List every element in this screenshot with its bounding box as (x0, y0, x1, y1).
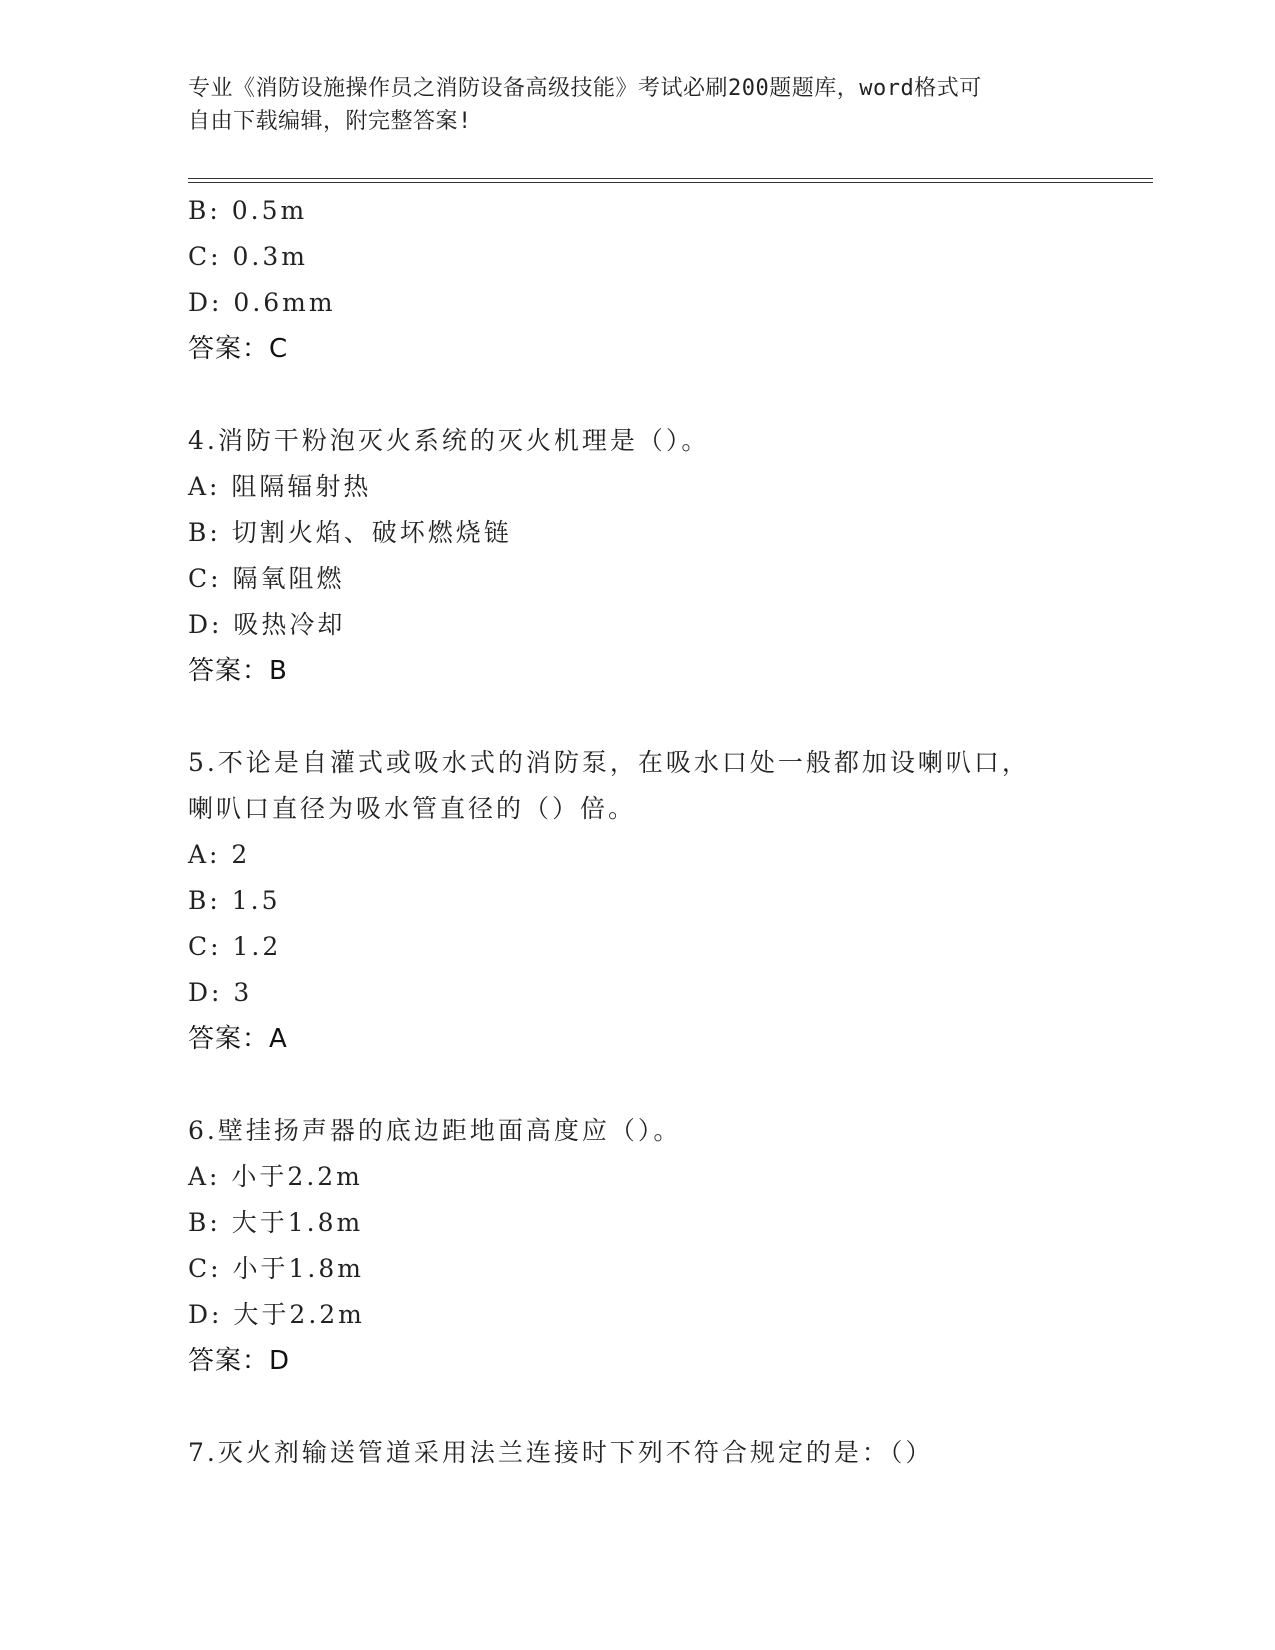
question-list (188, 188, 1108, 1476)
spacer (188, 694, 1108, 740)
question-6-text: 6.壁挂扬声器的底边距地面高度应（）。 (188, 1116, 682, 1145)
header-divider (188, 178, 1153, 183)
question-5-text-line-1: 5.不论是自灌式或吸水式的消防泵，在吸水口处一般都加设喇叭口， (188, 748, 1030, 777)
question-5-answer: 答案：A (188, 1024, 288, 1054)
question-5-option-c: C: 1.2 (188, 932, 282, 961)
question-5 (188, 740, 1108, 1062)
question-4-option-a: A: 阻隔辐射热 (188, 472, 372, 501)
question-3-option-c: C: 0.3m (188, 242, 308, 271)
question-5-text-line-2: 喇叭口直径为吸水管直径的（）倍。 (188, 794, 637, 823)
spacer (188, 372, 1108, 418)
question-3-answer: 答案：C (188, 334, 289, 364)
question-7 (188, 1430, 1108, 1476)
question-5-option-b: B: 1.5 (188, 886, 281, 915)
question-6-answer: 答案：D (188, 1346, 291, 1376)
question-6-option-a: A: 小于2.2m (188, 1162, 363, 1191)
question-6-option-c: C: 小于1.8m (188, 1254, 364, 1283)
spacer (188, 1062, 1108, 1108)
question-5-option-a: A: 2 (188, 840, 251, 869)
question-3-option-d: D: 0.6mm (188, 288, 336, 317)
header-title-line-2: 自由下载编辑，附完整答案! (188, 109, 472, 134)
header-title-line-1: 专业《消防设施操作员之消防设备高级技能》考试必刷200题题库，word格式可 (188, 76, 982, 101)
question-4-option-c: C: 隔氧阻燃 (188, 564, 345, 593)
question-6-option-d: D: 大于2.2m (188, 1300, 365, 1329)
question-6-option-b: B: 大于1.8m (188, 1208, 364, 1237)
question-4 (188, 418, 1108, 694)
question-4-answer: 答案：B (188, 656, 288, 686)
question-4-option-b: B: 切割火焰、破坏燃烧链 (188, 518, 512, 547)
question-4-text: 4.消防干粉泡灭火系统的灭火机理是（）。 (188, 426, 710, 455)
page-header (188, 72, 1088, 138)
spacer (188, 1384, 1108, 1430)
question-6 (188, 1108, 1108, 1384)
question-7-text: 7.灭火剂输送管道采用法兰连接时下列不符合规定的是：（） (188, 1438, 934, 1467)
question-3 (188, 188, 1108, 372)
question-3-option-b: B: 0.5m (188, 196, 308, 225)
question-4-option-d: D: 吸热冷却 (188, 610, 346, 639)
question-5-option-d: D: 3 (188, 978, 253, 1007)
